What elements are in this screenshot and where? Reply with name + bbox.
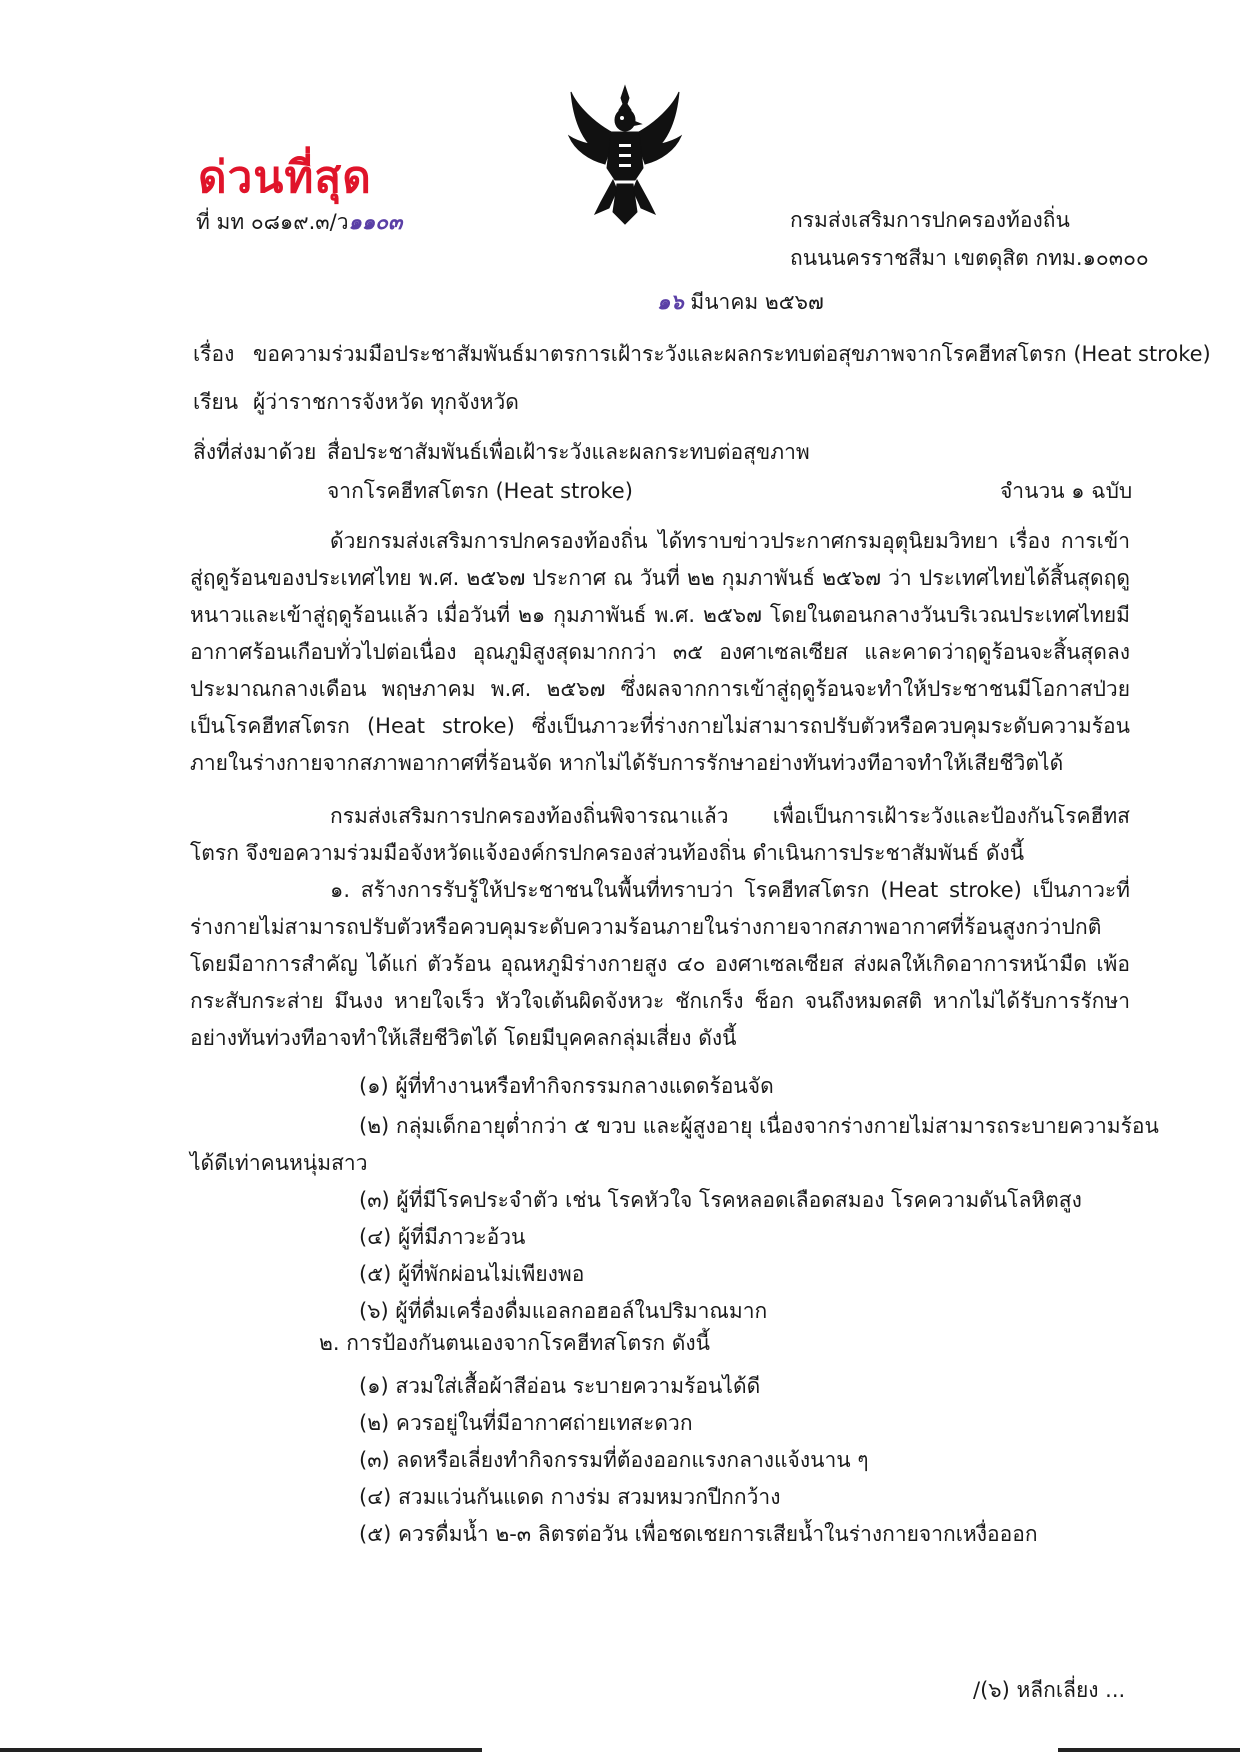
- reference-number: [196, 212, 402, 233]
- reference-handwritten-number: ๑๑๐๓: [348, 210, 403, 234]
- list-item: (๕) ผู้ที่พักผ่อนไม่เพียงพอ: [359, 1262, 585, 1286]
- date-month-year: มีนาคม ๒๕๖๗: [690, 290, 824, 314]
- list-item: (๒) ควรอยู่ในที่มีอากาศถ่ายเทสะดวก: [359, 1411, 693, 1435]
- to-label: เรียน: [193, 390, 239, 414]
- to-text: ผู้ว่าราชการจังหวัด ทุกจังหวัด: [253, 390, 519, 414]
- item-2-heading: ๒. การป้องกันตนเองจากโรคฮีทสโตรก ดังนี้: [319, 1331, 711, 1355]
- reference-prefix: ที่ มท ๐๘๑๙.๓/ว: [196, 210, 349, 234]
- agency-address: ถนนนครราชสีมา เขตดุสิต กทม.๑๐๓๐๐: [790, 246, 1149, 270]
- document-date: [657, 292, 824, 313]
- paragraph-2-text: กรมส่งเสริมการปกครองท้องถิ่นพิจารณาแล้ว เพื่อเป็นการเฝ้าระวังและป้องกันโรคฮีทสโตรก จึงขอความร่วมมือจังหวัดแจ้งองค์กรปกครองส่วนท้องถิ่น ดำเนินการประชาสัมพันธ์ ดังนี้: [190, 804, 1130, 865]
- item-1-paragraph: [190, 872, 1130, 1057]
- garuda-emblem-icon: [565, 84, 685, 226]
- attachment-line1: สื่อประชาสัมพันธ์เพื่อเฝ้าระวังและผลกระทบต่อสุขภาพ: [327, 440, 810, 464]
- item-1-text: ๑. สร้างการรับรู้ให้ประชาชนในพื้นที่ทราบว่า โรคฮีทสโตรก (Heat stroke) เป็นภาวะที่ร่างกายไม่สามารถปรับตัวหรือควบคุมระดับความร้อนภายในร่างกายจากสภาพอากาศที่ร้อนสูงกว่าปกติ โดยมีอาการสำคัญ ได้แก่ ตัวร้อน อุณหภูมิร่างกายสูง ๔๐ องศาเซลเซียส ส่งผลให้เกิดอาการหน้ามืด เพ้อ กระสับกระส่าย มึนงง หายใจเร็ว หัวใจเต้นผิดจังหวะ ชักเกร็ง ช็อก จนถึงหมดสติ หากไม่ได้รับการรักษาอย่างทันท่วงทีอาจทำให้เสียชีวิตได้ โดยมีบุคคลกลุ่มเสี่ยง ดังนี้: [190, 878, 1130, 1050]
- subject-label: เรื่อง: [193, 342, 235, 366]
- list-item: (๑) สวมใส่เสื้อผ้าสีอ่อน ระบายความร้อนได้ดี: [359, 1374, 761, 1398]
- list-item: (๔) ผู้ที่มีภาวะอ้วน: [359, 1225, 526, 1249]
- body-paragraph-1: [190, 523, 1130, 782]
- list-item: (๕) ควรดื่มน้ำ ๒-๓ ลิตรต่อวัน เพื่อชดเชยการเสียน้ำในร่างกายจากเหงื่อออก: [359, 1522, 1038, 1546]
- urgency-stamp: ด่วนที่สุด: [198, 152, 372, 203]
- attachment-line2: จากโรคฮีทสโตรก (Heat stroke): [327, 479, 633, 503]
- date-day-handwritten: ๑๖: [657, 290, 684, 314]
- list-item: (๔) สวมแว่นกันแดด กางร่ม สวมหมวกปีกกว้าง: [359, 1485, 781, 1509]
- paragraph-1-text: ด้วยกรมส่งเสริมการปกครองท้องถิ่น ได้ทราบข่าวประกาศกรมอุตุนิยมวิทยา เรื่อง การเข้าสู่ฤดูร้อนของประเทศไทย พ.ศ. ๒๕๖๗ ประกาศ ณ วันที่ ๒๒ กุมภาพันธ์ ๒๕๖๗ ว่า ประเทศไทยได้สิ้นสุดฤดูหนาวและเข้าสู่ฤดูร้อนแล้ว เมื่อวันที่ ๒๑ กุมภาพันธ์ พ.ศ. ๒๕๖๗ โดยในตอนกลางวันบริเวณประเทศไทยมีอากาศร้อนเกือบทั่วไปต่อเนื่อง อุณภูมิสูงสุดมากกว่า ๓๕ องศาเซลเซียส และคาดว่าฤดูร้อนจะสิ้นสุดลงประมาณกลางเดือน พฤษภาคม พ.ศ. ๒๕๖๗ ซึ่งผลจากการเข้าสู่ฤดูร้อนจะทำให้ประชาชนมีโอกาสป่วยเป็นโรคฮีทสโตรก (Heat stroke) ซึ่งเป็นภาวะที่ร่างกายไม่สามารถปรับตัวหรือควบคุมระดับความร้อนภายในร่างกายจากสภาพอากาศที่ร้อนจัด หากไม่ได้รับการรักษาอย่างทันท่วงทีอาจทำให้เสียชีวิตได้: [190, 529, 1130, 775]
- subject-text: ขอความร่วมมือประชาสัมพันธ์มาตรการเฝ้าระวังและผลกระทบต่อสุขภาพจากโรคฮีทสโตรก (Heat stroke): [253, 342, 1211, 366]
- agency-name: กรมส่งเสริมการปกครองท้องถิ่น: [790, 208, 1070, 232]
- list-item: (๓) ลดหรือเลี่ยงทำกิจกรรมที่ต้องออกแรงกลางแจ้งนาน ๆ: [359, 1448, 869, 1472]
- list-item: (๑) ผู้ที่ทำงานหรือทำกิจกรรมกลางแดดร้อนจัด: [359, 1074, 774, 1098]
- bottom-edge-line-right: [1058, 1748, 1240, 1752]
- list-item: (๖) ผู้ที่ดื่มเครื่องดื่มแอลกอฮอล์ในปริมาณมาก: [359, 1299, 768, 1323]
- page-continuation: /(๖) หลีกเลี่ยง ...: [973, 1678, 1126, 1702]
- attachment-count: จำนวน ๑ ฉบับ: [1000, 479, 1133, 503]
- list-item: ได้ดีเท่าคนหนุ่มสาว: [190, 1151, 368, 1175]
- list-item: (๓) ผู้ที่มีโรคประจำตัว เช่น โรคหัวใจ โรคหลอดเลือดสมอง โรคความดันโลหิตสูง: [359, 1188, 1082, 1212]
- attachment-label: สิ่งที่ส่งมาด้วย: [193, 440, 317, 464]
- list-item: (๒) กลุ่มเด็กอายุต่ำกว่า ๕ ขวบ และผู้สูงอายุ เนื่องจากร่างกายไม่สามารถระบายความร้อน: [359, 1114, 1159, 1138]
- bottom-edge-line-left: [0, 1748, 482, 1752]
- body-paragraph-2: [190, 798, 1130, 872]
